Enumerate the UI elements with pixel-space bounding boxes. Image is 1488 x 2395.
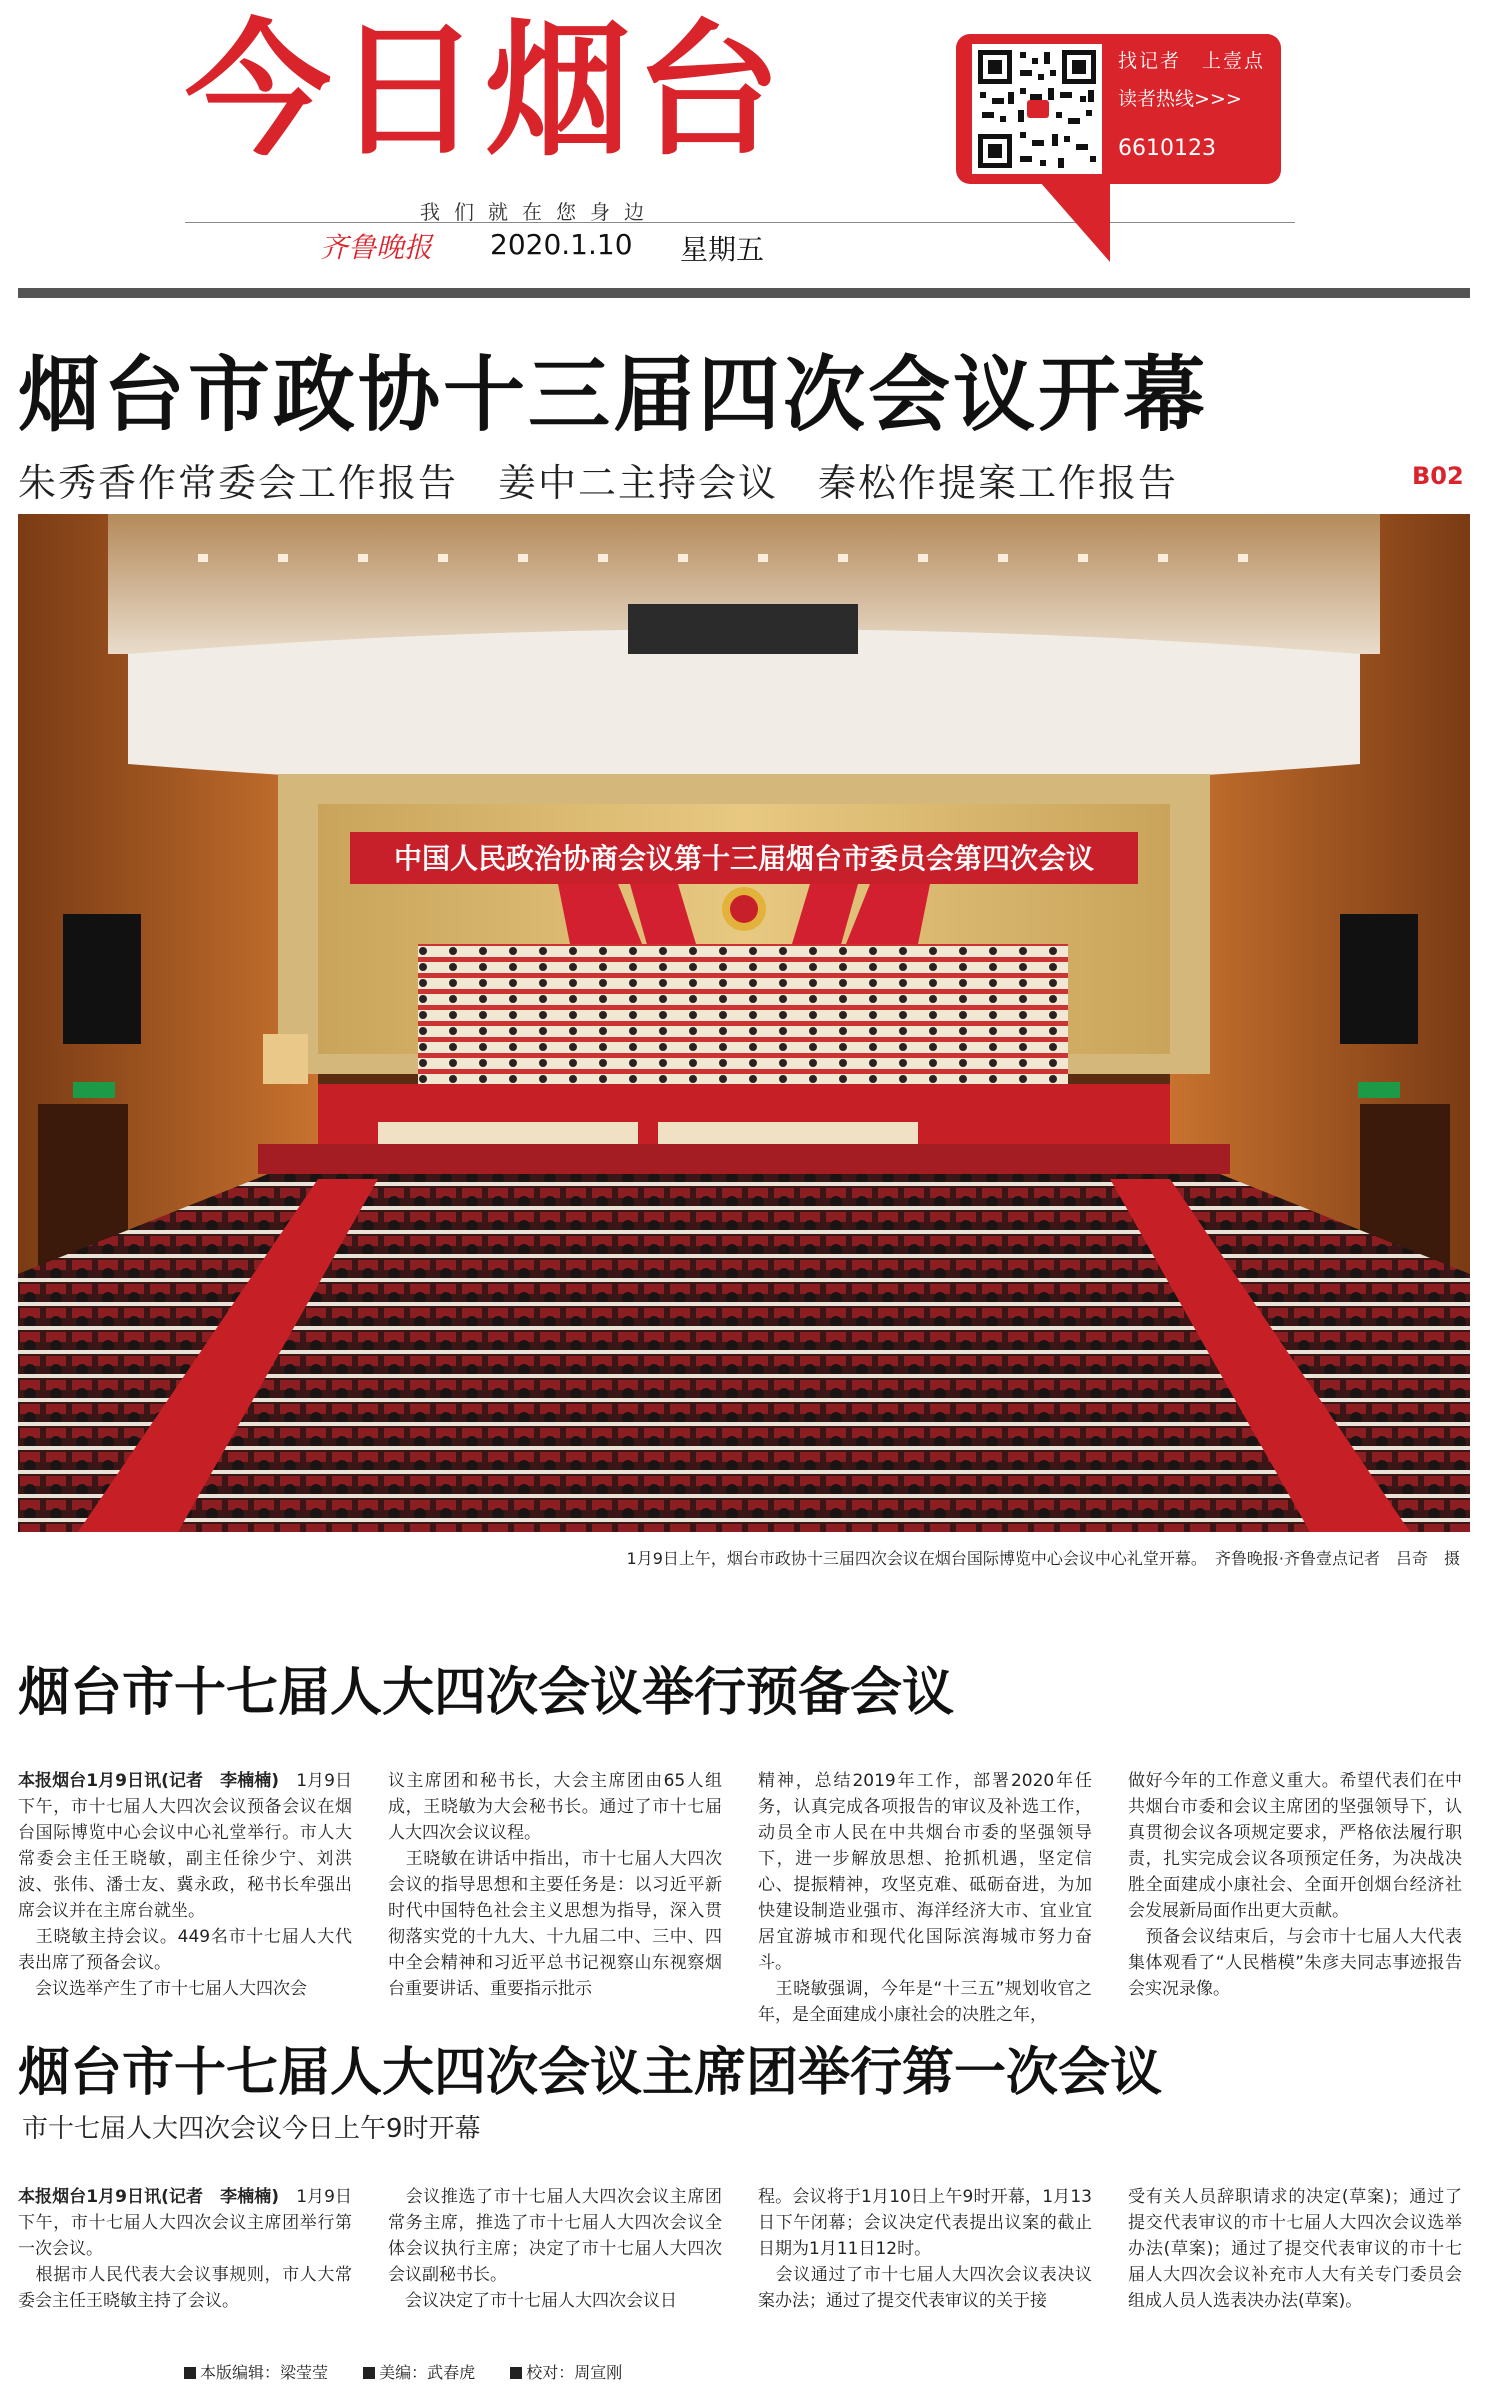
qr-code-icon[interactable] bbox=[972, 44, 1102, 174]
masthead-title: 今日烟台 bbox=[185, 6, 785, 176]
story2-column-2: 会议推选了市十七届人大四次会议主席团常务主席，推选了市十七届人大四次会议全体会议执行主席；决定了市十七届人大四次会议副秘书长。 会议决定了市十七届人大四次会议日 bbox=[388, 2187, 722, 2311]
story2-column-3: 程。会议将于1月10日上午9时开幕，1月13日下午闭幕；会议决定代表提出议案的截止日期为1月11日12时。 会议通过了市十七届人大四次会议表决议案办法；通过了提交代表审议的关于接 bbox=[758, 2187, 1092, 2311]
square-bullet-icon bbox=[510, 2367, 522, 2379]
story1-column-3: 精神，总结2019年工作，部署2020年任务，认真完成各项报告的审议及补选工作，动员全市人民在中共烟台市委的坚强领导下，进一步解放思想、抢抓机遇，坚定信心、提振精神，攻坚克难、砥砺奋进，为加快建设制造业强市、海洋经济大市、宜业宜居宜游城市和现代化国际滨海城市努力奋斗。 王晓敏强调，今年是“十三五”规划收官之年，是全面建成小康社会的决胜之年， bbox=[758, 1771, 1092, 2025]
story1-column-2: 议主席团和秘书长，大会主席团由65人组成，王晓敏为大会秘书长。通过了市十七届人大四次会议议程。 王晓敏在讲话中指出，市十七届人大四次会议的指导思想和主要任务是：以习近平新时代中国特色社会主义思想为指导，深入贯彻落实党的十九大、十九届二中、三中、四中全会精神和习近平总书记视察山东视察烟台重要讲话、重要指示批示 bbox=[388, 1771, 722, 1999]
story1-column-1 bbox=[18, 1768, 352, 2002]
auditorium-illustration bbox=[18, 514, 1470, 1532]
hotline-bubble-tail bbox=[1040, 182, 1110, 262]
square-bullet-icon bbox=[363, 2367, 375, 2379]
story2-column-1 bbox=[18, 2184, 352, 2314]
page-reference[interactable]: B02 bbox=[1412, 462, 1464, 490]
story2-dateline: 本报烟台1月9日讯(记者 李楠楠) bbox=[18, 2187, 280, 2207]
issue-weekday: 星期五 bbox=[680, 233, 765, 266]
masthead-rule bbox=[185, 222, 1295, 223]
masthead-slogan: 我们就在您身边 bbox=[420, 200, 658, 224]
story1-headline: 烟台市十七届人大四次会议举行预备会议 bbox=[18, 1663, 955, 1723]
square-bullet-icon bbox=[184, 2367, 196, 2379]
lead-subheadline: 朱秀香作常委会工作报告 姜中二主持会议 秦松作提案工作报告 bbox=[18, 461, 1179, 505]
masthead-separator bbox=[18, 288, 1470, 298]
credit-editor: 本版编辑：梁莹莹 bbox=[184, 2363, 328, 2382]
issue-date: 2020.1.10 bbox=[490, 228, 633, 261]
qr-code-graphic bbox=[972, 44, 1102, 174]
lead-headline: 烟台市政协十三届四次会议开幕 bbox=[18, 348, 1209, 443]
story2-text-1: 1月9日下午，市十七届人大四次会议主席团举行第一次会议。 根据市人民代表大会议事规则，市人大常委会主任王晓敏主持了会议。 bbox=[18, 2187, 352, 2311]
hotline-number: 6610123 bbox=[1118, 136, 1216, 161]
credit-designer: 美编：武春虎 bbox=[363, 2363, 475, 2382]
story1-text-1: 1月9日下午，市十七届人大四次会议预备会议在烟台国际博览中心会议中心礼堂举行。市人大常委会主任王晓敏，副主任徐少宁、刘洪波、张伟、潘士友、冀永政，秘书长牟强出席会议并在主席台就坐。 王晓敏主持会议。449名市十七届人大代表出席了预备会议。 会议选举产生了市十七届人大四次会 bbox=[18, 1771, 352, 1999]
credit-proofreader: 校对：周宣刚 bbox=[510, 2363, 622, 2382]
story1-dateline: 本报烟台1月9日讯(记者 李楠楠) bbox=[18, 1771, 280, 1791]
page-credits bbox=[184, 2360, 652, 2383]
story2-headline: 烟台市十七届人大四次会议主席团举行第一次会议 bbox=[18, 2043, 1163, 2103]
story2-subheadline: 市十七届人大四次会议今日上午9时开幕 bbox=[22, 2114, 481, 2144]
hotline-find-reporter: 找记者 上壹点 bbox=[1118, 50, 1266, 72]
stage-banner: 中国人民政治协商会议第十三届烟台市委员会第四次会议 bbox=[393, 842, 1095, 875]
story2-column-4: 受有关人员辞职请求的决定(草案)；通过了提交代表审议的市十七届人大四次会议选举办法(草案)；通过了提交代表审议的市十七届人大四次会议补充市人大有关专门委员会组成人员人选表决办法(草案)。 bbox=[1128, 2187, 1462, 2311]
brand-logo: 齐鲁晚报 bbox=[320, 231, 433, 264]
story1-column-4: 做好今年的工作意义重大。希望代表们在中共烟台市委和会议主席团的坚强领导下，认真贯彻会议各项规定要求，严格依法履行职责，扎实完成会议各项预定任务，为决战决胜全面建成小康社会、全面开创烟台经济社会发展新局面作出更大贡献。 预备会议结束后，与会市十七届人大代表集体观看了“人民楷模”朱彦夫同志事迹报告会实况录像。 bbox=[1128, 1771, 1462, 1999]
lead-photo bbox=[18, 514, 1470, 1532]
hotline-label: 读者热线>>> bbox=[1118, 88, 1242, 110]
photo-caption: 1月9日上午，烟台市政协十三届四次会议在烟台国际博览中心会议中心礼堂开幕。 齐鲁晚报·齐鲁壹点记者 吕奇 摄 bbox=[626, 1549, 1460, 1568]
